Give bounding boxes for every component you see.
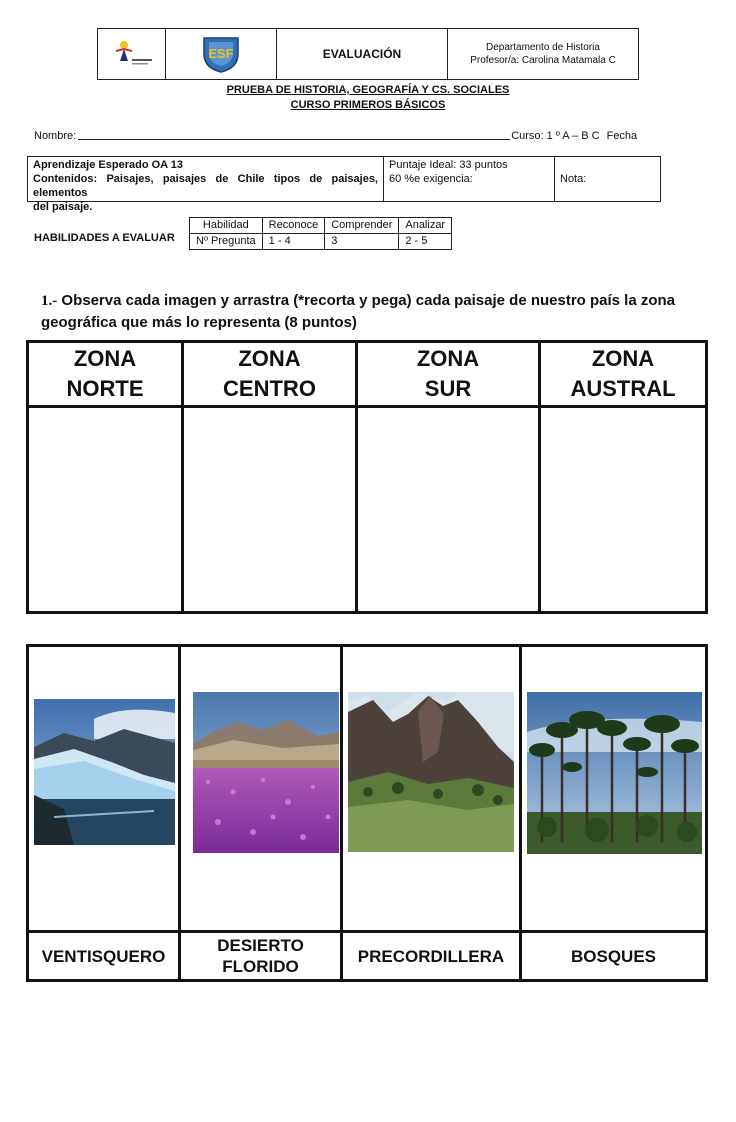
skills-cell: 2 - 5 bbox=[399, 234, 452, 250]
landscape-label bbox=[522, 930, 705, 979]
shield-logo-icon bbox=[200, 34, 242, 74]
date-label: Fecha bbox=[606, 130, 638, 142]
grade-cell bbox=[555, 157, 660, 201]
landscape-card-bosques[interactable] bbox=[522, 647, 705, 979]
skills-cell: 1 - 4 bbox=[262, 234, 325, 250]
zone-label: ZONA bbox=[416, 346, 480, 371]
skills-header-cell: Analizar bbox=[399, 218, 452, 234]
question-number: 1.- bbox=[41, 293, 58, 309]
zone-label: NORTE bbox=[66, 376, 144, 401]
zone-column-centro[interactable] bbox=[184, 343, 358, 611]
landscape-label bbox=[29, 930, 178, 979]
learning-objective-box bbox=[27, 156, 661, 213]
name-field[interactable] bbox=[78, 128, 510, 140]
name-label: Nombre: bbox=[34, 130, 77, 142]
learning-objective-title: Aprendizaje Esperado OA 13 bbox=[33, 159, 183, 171]
landscape-label-text: VENTISQUERO bbox=[41, 946, 166, 966]
zone-column-norte[interactable] bbox=[29, 343, 184, 611]
contents-line-2: del paisaje. bbox=[33, 201, 93, 213]
skills-header-cell: Reconoce bbox=[262, 218, 325, 234]
zone-header bbox=[184, 343, 355, 408]
landscape-label-text: PRECORDILLERA bbox=[357, 946, 505, 966]
skills-table bbox=[189, 217, 452, 250]
landscape-label-text: BOSQUES bbox=[570, 946, 657, 966]
landscape-label bbox=[181, 930, 340, 979]
score-cell bbox=[384, 157, 555, 201]
glacier-image[interactable] bbox=[34, 699, 175, 845]
zone-column-austral[interactable] bbox=[541, 343, 705, 611]
landscape-label-text: DESIERTO bbox=[217, 936, 304, 955]
zone-label: CENTRO bbox=[223, 376, 316, 401]
header-table bbox=[97, 28, 639, 80]
question-1 bbox=[41, 290, 681, 333]
school-logo-cell bbox=[98, 29, 166, 79]
precordillera-image[interactable] bbox=[348, 692, 514, 852]
requirement: 60 %e exigencia: bbox=[389, 173, 473, 185]
araucaria-forest-image[interactable] bbox=[527, 692, 702, 854]
zone-header bbox=[541, 343, 705, 408]
landscape-label-text: FLORIDO bbox=[222, 957, 299, 976]
course-title: CURSO PRIMEROS BÁSICOS bbox=[290, 99, 446, 111]
learning-objective-cell bbox=[28, 157, 384, 213]
landscape-card-desierto-florido[interactable] bbox=[181, 647, 343, 979]
svg-text:ESF: ESF bbox=[208, 46, 234, 61]
landscapes-table bbox=[26, 644, 708, 982]
zone-label: ZONA AUSTRAL bbox=[570, 346, 676, 401]
test-title: PRUEBA DE HISTORIA, GEOGRAFÍA Y CS. SOCIALES bbox=[226, 84, 510, 96]
question-text: Observa cada imagen y arrastra (*recorta y pega) cada paisaje de nuestro país la zona geográfica que más lo representa (8 puntos) bbox=[41, 292, 676, 331]
department-name: Departamento de Historia bbox=[486, 42, 600, 53]
skills-label: HABILIDADES A EVALUAR bbox=[34, 232, 175, 244]
contents-line-1: Contenidos: Paisajes, paisajes de Chile tipos de paisajes, elementos bbox=[33, 173, 378, 199]
landscape-card-precordillera[interactable] bbox=[343, 647, 522, 979]
student-info-row bbox=[34, 128, 644, 142]
shield-logo-cell bbox=[166, 29, 277, 79]
zone-label: ZONA bbox=[73, 346, 137, 371]
skills-header-row bbox=[190, 218, 452, 234]
landscape-card-ventisquero[interactable] bbox=[29, 647, 181, 979]
teacher-name: Profesor/a: Carolina Matamala C bbox=[470, 55, 616, 66]
department-cell bbox=[448, 29, 638, 79]
skills-header-cell: Comprender bbox=[325, 218, 399, 234]
ideal-score: Puntaje Ideal: 33 puntos bbox=[389, 159, 508, 171]
skills-cell: 3 bbox=[325, 234, 399, 250]
evaluation-title: EVALUACIÓN bbox=[277, 29, 448, 79]
skills-question-row bbox=[190, 234, 452, 250]
zone-label: SUR bbox=[424, 376, 472, 401]
zone-header bbox=[29, 343, 181, 408]
school-logo-icon bbox=[110, 35, 154, 73]
skills-header-cell: Habilidad bbox=[190, 218, 263, 234]
skills-cell: Nº Pregunta bbox=[190, 234, 263, 250]
zone-header bbox=[358, 343, 538, 408]
zone-label: ZONA bbox=[238, 346, 301, 371]
course-label: Curso: 1 º A – B C bbox=[511, 130, 600, 142]
zone-column-sur[interactable] bbox=[358, 343, 541, 611]
grade-label: Nota: bbox=[560, 173, 587, 185]
zones-table bbox=[26, 340, 708, 614]
flowering-desert-image[interactable] bbox=[193, 692, 339, 853]
landscape-label bbox=[343, 930, 519, 979]
